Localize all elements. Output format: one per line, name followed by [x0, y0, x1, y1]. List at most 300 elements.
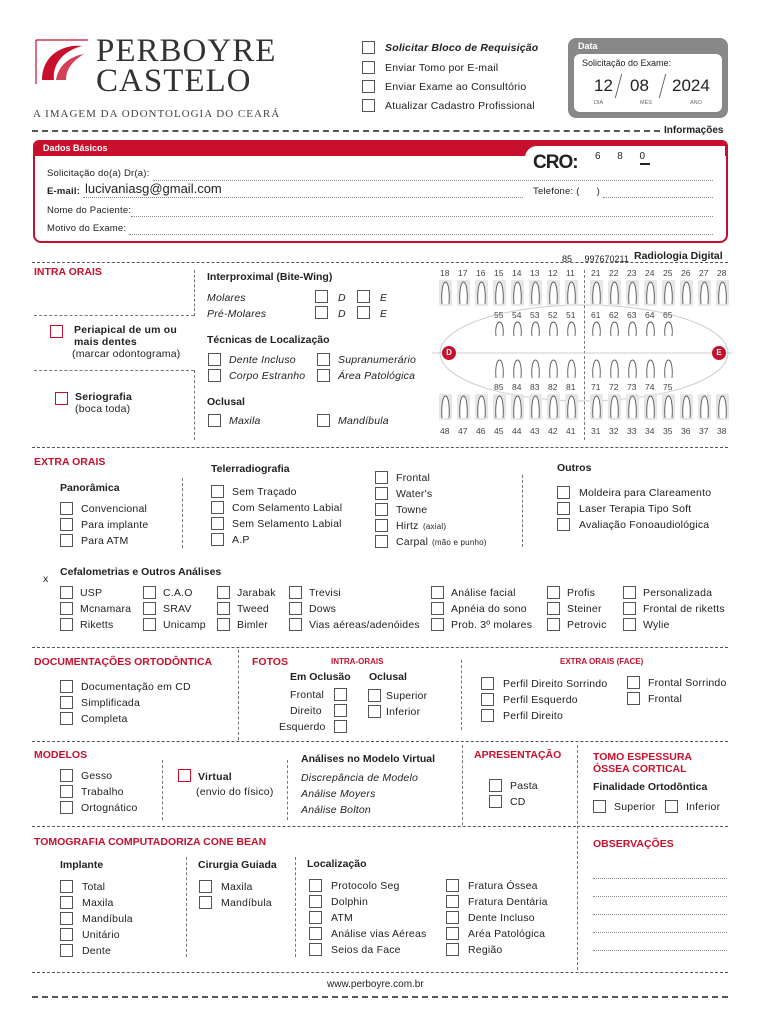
tooth-number-47: 47	[458, 426, 468, 436]
local-b-3-label: Aréa Patológica	[468, 928, 546, 940]
tooth-number-36: 36	[681, 426, 691, 436]
foto-esquerdo-checkbox[interactable]	[334, 720, 347, 733]
tooth-number-85: 85	[494, 382, 504, 392]
oclusal-title: Oclusal	[207, 396, 245, 408]
orto-completa-checkbox[interactable]	[60, 712, 73, 725]
tc-title: TOMOGRAFIA COMPUTADORIZA CONE BEAN	[34, 836, 267, 848]
analises-title: Análises no Modelo Virtual	[301, 753, 435, 765]
tooth-number-33: 33	[627, 426, 637, 436]
implante-3-checkbox[interactable]	[60, 928, 73, 941]
local-b-4-label: Região	[468, 944, 503, 956]
tooth-54[interactable]	[511, 320, 522, 338]
email-label: E-mail:	[47, 186, 81, 197]
local-a-2-checkbox[interactable]	[309, 911, 322, 924]
tooth-41[interactable]	[565, 394, 576, 420]
pano-convencional-checkbox[interactable]	[60, 502, 73, 515]
tooth-21[interactable]	[590, 280, 601, 306]
tooth-number-54: 54	[512, 310, 522, 320]
cro-label: CRO:	[533, 152, 578, 173]
dente-incluso-checkbox[interactable]	[208, 353, 221, 366]
tooth-number-18: 18	[440, 268, 450, 278]
corpo-estranho-checkbox[interactable]	[208, 369, 221, 382]
cefalo-12-label: Steiner	[567, 603, 602, 615]
tooth-53[interactable]	[529, 320, 540, 338]
tomo-finalidade: Finalidade Ortodôntica	[593, 781, 708, 793]
tooth-number-11: 11	[566, 268, 575, 278]
apresentacao-cd-label: CD	[510, 796, 526, 808]
cefalo-11-checkbox[interactable]	[431, 602, 444, 615]
perfil-esquerdo-label: Perfil Esquerdo	[503, 694, 578, 706]
tooth-31[interactable]	[590, 394, 601, 420]
tomo-inferior-label: Inferior	[686, 801, 721, 813]
tooth-38[interactable]	[716, 394, 727, 420]
local-a-3-checkbox[interactable]	[309, 927, 322, 940]
tooth-55[interactable]	[493, 320, 504, 338]
phone-value[interactable]: 85 997670211	[562, 254, 629, 264]
radiology-title: Radiologia Digital	[634, 250, 723, 262]
cefalo-13-label: Frontal de riketts	[643, 603, 725, 615]
cefalo-16-label: Bimler	[237, 619, 268, 631]
tele-sem-tracado-label: Sem Traçado	[232, 486, 297, 498]
tooth-number-24: 24	[645, 268, 655, 278]
tooth-81[interactable]	[565, 358, 576, 380]
cefalo-13-checkbox[interactable]	[623, 602, 636, 615]
outros-moldeira-checkbox[interactable]	[557, 486, 570, 499]
hirtz-checkbox[interactable]	[375, 519, 388, 532]
cefalo-12-checkbox[interactable]	[547, 602, 560, 615]
cefalo-14-checkbox[interactable]	[60, 618, 73, 631]
implante-1-label: Maxila	[82, 897, 114, 909]
tooth-65[interactable]	[662, 320, 673, 338]
foto-frontal-checkbox[interactable]	[334, 688, 347, 701]
cefalo-16-checkbox[interactable]	[217, 618, 230, 631]
tooth-number-61: 61	[591, 310, 601, 320]
oclusal-mandibula-checkbox[interactable]	[317, 414, 330, 427]
tooth-number-72: 72	[609, 382, 619, 392]
tooth-number-52: 52	[548, 310, 558, 320]
brand-line1: PERBOYRE	[96, 33, 277, 69]
tooth-number-65: 65	[663, 310, 673, 320]
hirtz-note: (axial)	[423, 522, 447, 531]
implante-0-label: Total	[82, 881, 106, 893]
tooth-number-37: 37	[699, 426, 709, 436]
periapical-label-2: mais dentes	[74, 336, 137, 348]
pano-atm-checkbox[interactable]	[60, 534, 73, 547]
supranumerario-checkbox[interactable]	[317, 353, 330, 366]
implante-4-checkbox[interactable]	[60, 944, 73, 957]
tooth-72[interactable]	[608, 358, 619, 380]
date-year-label: ANO	[690, 100, 702, 106]
tooth-25[interactable]	[662, 280, 673, 306]
cefalo-8-checkbox[interactable]	[143, 602, 156, 615]
perfil-esquerdo-checkbox[interactable]	[481, 693, 494, 706]
cefalo-6-checkbox[interactable]	[623, 586, 636, 599]
modelo-ortognatico-checkbox[interactable]	[60, 801, 73, 814]
tooth-34[interactable]	[644, 394, 655, 420]
tooth-43[interactable]	[529, 394, 540, 420]
waters-checkbox[interactable]	[375, 487, 388, 500]
modelo-gesso-label: Gesso	[81, 770, 113, 782]
cefalo-2-checkbox[interactable]	[217, 586, 230, 599]
tooth-63[interactable]	[626, 320, 637, 338]
tooth-13[interactable]	[529, 280, 540, 306]
tooth-73[interactable]	[626, 358, 637, 380]
tooth-11[interactable]	[565, 280, 576, 306]
cefalo-18-label: Prob. 3º molares	[451, 619, 533, 631]
tooth-26[interactable]	[680, 280, 691, 306]
oclusal-maxila-label: Maxila	[229, 415, 261, 427]
tooth-74[interactable]	[644, 358, 655, 380]
tomo-superior-checkbox[interactable]	[593, 800, 606, 813]
date-day[interactable]: 12	[594, 76, 613, 95]
obs-title: OBSERVAÇÕES	[593, 838, 674, 850]
tooth-number-42: 42	[548, 426, 558, 436]
perfil-direito-checkbox[interactable]	[481, 709, 494, 722]
tooth-46[interactable]	[475, 394, 486, 420]
frontal-checkbox[interactable]	[375, 471, 388, 484]
local-b-1-label: Fratura Dentária	[468, 896, 548, 908]
implante-1-checkbox[interactable]	[60, 896, 73, 909]
modelo-trabalho-checkbox[interactable]	[60, 785, 73, 798]
carpal-checkbox[interactable]	[375, 535, 388, 548]
tooth-number-45: 45	[494, 426, 504, 436]
tele-com-selamento-label: Com Selamento Labial	[232, 502, 343, 514]
tooth-number-26: 26	[681, 268, 691, 278]
local-a-4-checkbox[interactable]	[309, 943, 322, 956]
orto-cd-checkbox[interactable]	[60, 680, 73, 693]
cefalo-3-label: Trevisi	[309, 587, 341, 599]
implante-4-label: Dente	[82, 945, 112, 957]
towne-checkbox[interactable]	[375, 503, 388, 516]
basic-data-title: Dados Básicos	[43, 143, 108, 153]
tooth-42[interactable]	[547, 394, 558, 420]
tooth-number-81: 81	[566, 382, 576, 392]
foto-esquerdo-label: Esquerdo	[279, 721, 326, 733]
tooth-number-32: 32	[609, 426, 619, 436]
tooth-52[interactable]	[547, 320, 558, 338]
left-side-mark: E	[712, 346, 726, 360]
outros-laser-label: Laser Terapia Tipo Soft	[579, 503, 692, 515]
phone-label: Telefone: ( )	[533, 186, 600, 197]
odontogram	[432, 262, 732, 442]
top-option-3-label: Enviar Exame ao Consultório	[385, 81, 527, 93]
tooth-number-12: 12	[548, 268, 558, 278]
intra-title: INTRA ORAIS	[34, 266, 102, 278]
tooth-number-48: 48	[440, 426, 450, 436]
tooth-15[interactable]	[493, 280, 504, 306]
footer-link[interactable]: www.perboyre.com.br	[327, 979, 424, 990]
panoramica-title: Panorâmica	[60, 482, 120, 494]
frontal-sorrindo-label: Frontal Sorrindo	[648, 677, 727, 689]
cefalo-8-label: SRAV	[163, 603, 192, 615]
tooth-number-15: 15	[494, 268, 504, 278]
cefalo-9-checkbox[interactable]	[217, 602, 230, 615]
local-b-1-checkbox[interactable]	[446, 895, 459, 908]
tooth-number-62: 62	[609, 310, 619, 320]
oclusal-maxila-checkbox[interactable]	[208, 414, 221, 427]
outros-fono-label: Avaliação Fonoaudiológica	[579, 519, 710, 531]
tooth-62[interactable]	[608, 320, 619, 338]
cefalo-4-checkbox[interactable]	[431, 586, 444, 599]
tooth-37[interactable]	[698, 394, 709, 420]
implante-0-checkbox[interactable]	[60, 880, 73, 893]
cefalo-5-label: Profis	[567, 587, 596, 599]
analise-discrepancia: Discrepância de Modelo	[301, 772, 419, 784]
tele-com-selamento-checkbox[interactable]	[211, 501, 224, 514]
cefalo-17-checkbox[interactable]	[289, 618, 302, 631]
local-b-0-checkbox[interactable]	[446, 879, 459, 892]
tooth-16[interactable]	[475, 280, 486, 306]
tooth-83[interactable]	[529, 358, 540, 380]
tooth-number-14: 14	[512, 268, 522, 278]
date-label: Solicitação do Exame:	[582, 58, 672, 68]
tooth-71[interactable]	[590, 358, 601, 380]
modelo-ortognatico-label: Ortognático	[81, 802, 138, 814]
cefalo-0-label: USP	[80, 587, 103, 599]
doctor-label: Solicitação do(a) Dr(a):	[47, 168, 150, 179]
outros-fono-checkbox[interactable]	[557, 518, 570, 531]
cefalo-1-label: C.A.O	[163, 587, 193, 599]
basic-data-box	[33, 140, 728, 243]
perfil-dir-sorrindo-checkbox[interactable]	[481, 677, 494, 690]
tooth-number-22: 22	[609, 268, 619, 278]
cefalo-2-label: Jarabak	[237, 587, 276, 599]
implante-3-label: Unitário	[82, 929, 120, 941]
local-a-1-checkbox[interactable]	[309, 895, 322, 908]
cefalo-15-label: Unicamp	[163, 619, 206, 631]
cefalo-title: Cefalometrias e Outros Análises	[60, 566, 222, 578]
area-patologica-label: Área Patológica	[338, 370, 416, 382]
implante-2-checkbox[interactable]	[60, 912, 73, 925]
premolares-d-label: D	[338, 308, 346, 320]
cirurgia-1-label: Mandíbula	[221, 897, 272, 909]
apresentacao-pasta-checkbox[interactable]	[489, 779, 502, 792]
local-a-0-label: Protocolo Seg	[331, 880, 400, 892]
cefalo-3-checkbox[interactable]	[289, 586, 302, 599]
tooth-24[interactable]	[644, 280, 655, 306]
cefalo-20-label: Wylie	[643, 619, 670, 631]
cefalo-19-label: Petrovic	[567, 619, 607, 631]
molares-label: Molares	[207, 292, 246, 304]
tooth-number-17: 17	[458, 268, 468, 278]
tele-title: Telerradiografia	[211, 463, 290, 475]
perfil-dir-sorrindo-label: Perfil Direito Sorrindo	[503, 678, 608, 690]
seriografia-label-1: Seriografia	[75, 391, 133, 403]
modelo-gesso-checkbox[interactable]	[60, 769, 73, 782]
tooth-number-53: 53	[530, 310, 540, 320]
tooth-75[interactable]	[662, 358, 673, 380]
patient-label: Nome do Paciente:	[47, 205, 132, 216]
tooth-82[interactable]	[547, 358, 558, 380]
molares-e-checkbox[interactable]	[357, 290, 370, 303]
modelos-title: MODELOS	[34, 749, 88, 761]
tooth-23[interactable]	[626, 280, 637, 306]
tooth-64[interactable]	[644, 320, 655, 338]
orto-simplificada-checkbox[interactable]	[60, 696, 73, 709]
foto-superior-label: Superior	[386, 690, 428, 702]
perfil-direito-label: Perfil Direito	[503, 710, 563, 722]
tooth-28[interactable]	[716, 280, 727, 306]
tele-ap-checkbox[interactable]	[211, 533, 224, 546]
tooth-number-82: 82	[548, 382, 558, 392]
date-month[interactable]: 08	[630, 76, 649, 95]
tooth-14[interactable]	[511, 280, 522, 306]
cefalo-mark: x	[43, 573, 49, 585]
tele-sem-selamento-checkbox[interactable]	[211, 517, 224, 530]
tooth-51[interactable]	[565, 320, 576, 338]
tele-sem-selamento-label: Sem Selamento Labial	[232, 518, 342, 530]
cefalo-11-label: Apnéia do sono	[451, 603, 527, 615]
pano-convencional-label: Convencional	[81, 503, 148, 515]
tooth-number-13: 13	[530, 268, 540, 278]
tooth-number-84: 84	[512, 382, 522, 392]
tooth-18[interactable]	[439, 280, 450, 306]
foto-direito-checkbox[interactable]	[334, 704, 347, 717]
local-a-1-label: Dolphin	[331, 896, 369, 908]
tooth-number-64: 64	[645, 310, 655, 320]
carpal-note: (mão e punho)	[432, 538, 487, 547]
tele-ap-label: A.P	[232, 534, 250, 546]
tooth-85[interactable]	[493, 358, 504, 380]
cirurgia-0-checkbox[interactable]	[199, 880, 212, 893]
cirurgia-1-checkbox[interactable]	[199, 896, 212, 909]
tooth-12[interactable]	[547, 280, 558, 306]
orto-title: DOCUMENTAÇÕES ORTODÔNTICA	[34, 656, 213, 668]
fotos-oclusal-title: Oclusal	[369, 671, 407, 683]
area-patologica-checkbox[interactable]	[317, 369, 330, 382]
date-month-label: MÊS	[640, 100, 652, 106]
tooth-35[interactable]	[662, 394, 673, 420]
tooth-number-21: 21	[591, 268, 601, 278]
orto-cd-label: Documentação em CD	[81, 681, 191, 693]
local-a-3-label: Análise vias Aéreas	[331, 928, 427, 940]
analise-moyers: Análise Moyers	[301, 788, 376, 800]
foto-frontal-face-checkbox[interactable]	[627, 692, 640, 705]
molares-e-label: E	[380, 292, 388, 304]
tooth-32[interactable]	[608, 394, 619, 420]
tooth-84[interactable]	[511, 358, 522, 380]
molares-d-checkbox[interactable]	[315, 290, 328, 303]
apresentacao-cd-checkbox[interactable]	[489, 795, 502, 808]
info-title: Informações	[664, 125, 724, 136]
supranumerario-label: Supranumerário	[338, 354, 417, 366]
cefalo-10-label: Dows	[309, 603, 337, 615]
local-a-0-checkbox[interactable]	[309, 879, 322, 892]
local-b-3-checkbox[interactable]	[446, 927, 459, 940]
cefalo-5-checkbox[interactable]	[547, 586, 560, 599]
tecnicas-title: Técnicas de Localização	[207, 334, 330, 346]
cefalo-4-label: Análise facial	[451, 587, 516, 599]
tooth-22[interactable]	[608, 280, 619, 306]
tooth-45[interactable]	[493, 394, 504, 420]
email-field[interactable]: lucivaniasg@gmail.com	[85, 181, 222, 196]
date-day-label: DIA	[594, 100, 604, 106]
cirurgia-0-label: Maxila	[221, 881, 253, 893]
cro-value[interactable]: 6 8 0	[595, 151, 646, 162]
cefalo-14-label: Riketts	[80, 619, 114, 631]
seriografia-label-2: (boca toda)	[75, 403, 131, 415]
fotos-extra-title: EXTRA ORAIS (FACE)	[560, 657, 644, 666]
tooth-number-46: 46	[476, 426, 486, 436]
periapical-label-3: (marcar odontograma)	[72, 348, 181, 360]
modelo-trabalho-label: Trabalho	[81, 786, 124, 798]
tooth-48[interactable]	[439, 394, 450, 420]
tooth-number-43: 43	[530, 426, 540, 436]
tooth-17[interactable]	[457, 280, 468, 306]
local-a-2-label: ATM	[331, 912, 353, 924]
date-year[interactable]: 2024	[672, 76, 710, 95]
modelo-virtual-checkbox[interactable]	[178, 769, 191, 782]
foto-inferior-label: Inferior	[386, 706, 421, 718]
dente-incluso-label: Dente Incluso	[229, 354, 296, 366]
cefalo-15-checkbox[interactable]	[143, 618, 156, 631]
periapical-label-1: Periapical de um ou	[74, 324, 177, 336]
tooth-number-25: 25	[663, 268, 673, 278]
cefalo-7-checkbox[interactable]	[60, 602, 73, 615]
apresentacao-title: APRESENTAÇÃO	[474, 749, 562, 761]
cefalo-0-checkbox[interactable]	[60, 586, 73, 599]
frontal-sorrindo-checkbox[interactable]	[627, 676, 640, 689]
oclusal-mandibula-label: Mandíbula	[338, 415, 389, 427]
tooth-number-27: 27	[699, 268, 709, 278]
carpal-label: Carpal	[396, 536, 429, 548]
cefalo-10-checkbox[interactable]	[289, 602, 302, 615]
cefalo-1-checkbox[interactable]	[143, 586, 156, 599]
cefalo-20-checkbox[interactable]	[623, 618, 636, 631]
tooth-61[interactable]	[590, 320, 601, 338]
outros-laser-checkbox[interactable]	[557, 502, 570, 515]
cefalo-7-label: Mcnamara	[80, 603, 132, 615]
tooth-number-28: 28	[717, 268, 727, 278]
foto-superior-checkbox[interactable]	[368, 689, 381, 702]
tooth-number-74: 74	[645, 382, 655, 392]
cirurgia-title: Cirurgia Guiada	[198, 859, 277, 871]
tooth-number-34: 34	[645, 426, 655, 436]
tooth-33[interactable]	[626, 394, 637, 420]
implante-title: Implante	[60, 859, 104, 871]
cefalo-18-checkbox[interactable]	[431, 618, 444, 631]
pano-implante-checkbox[interactable]	[60, 518, 73, 531]
tomo-title-2: ÓSSEA CORTICAL	[593, 763, 687, 775]
local-b-4-checkbox[interactable]	[446, 943, 459, 956]
waters-label: Water's	[396, 488, 433, 500]
date-box-title: Data	[578, 41, 598, 51]
tooth-number-55: 55	[494, 310, 504, 320]
tele-sem-tracado-checkbox[interactable]	[211, 485, 224, 498]
premolares-e-checkbox[interactable]	[357, 306, 370, 319]
date-box	[568, 38, 728, 118]
premolares-d-checkbox[interactable]	[315, 306, 328, 319]
analise-bolton: Análise Bolton	[301, 804, 371, 816]
local-b-2-checkbox[interactable]	[446, 911, 459, 924]
cefalo-6-label: Personalizada	[643, 587, 713, 599]
cefalo-19-checkbox[interactable]	[547, 618, 560, 631]
tooth-44[interactable]	[511, 394, 522, 420]
fotos-oclusao-title: Em Oclusão	[290, 671, 351, 683]
brand-line2: CASTELO	[96, 63, 252, 99]
tooth-47[interactable]	[457, 394, 468, 420]
tooth-36[interactable]	[680, 394, 691, 420]
foto-frontal-face-label: Frontal	[648, 693, 683, 705]
tooth-27[interactable]	[698, 280, 709, 306]
local-b-2-label: Dente Incluso	[468, 912, 535, 924]
foto-inferior-checkbox[interactable]	[368, 705, 381, 718]
foto-frontal-label: Frontal	[290, 689, 325, 701]
pano-implante-label: Para implante	[81, 519, 149, 531]
local-b-0-label: Fratura Óssea	[468, 880, 538, 892]
tomo-inferior-checkbox[interactable]	[665, 800, 678, 813]
premolares-label: Pré-Molares	[207, 308, 267, 320]
